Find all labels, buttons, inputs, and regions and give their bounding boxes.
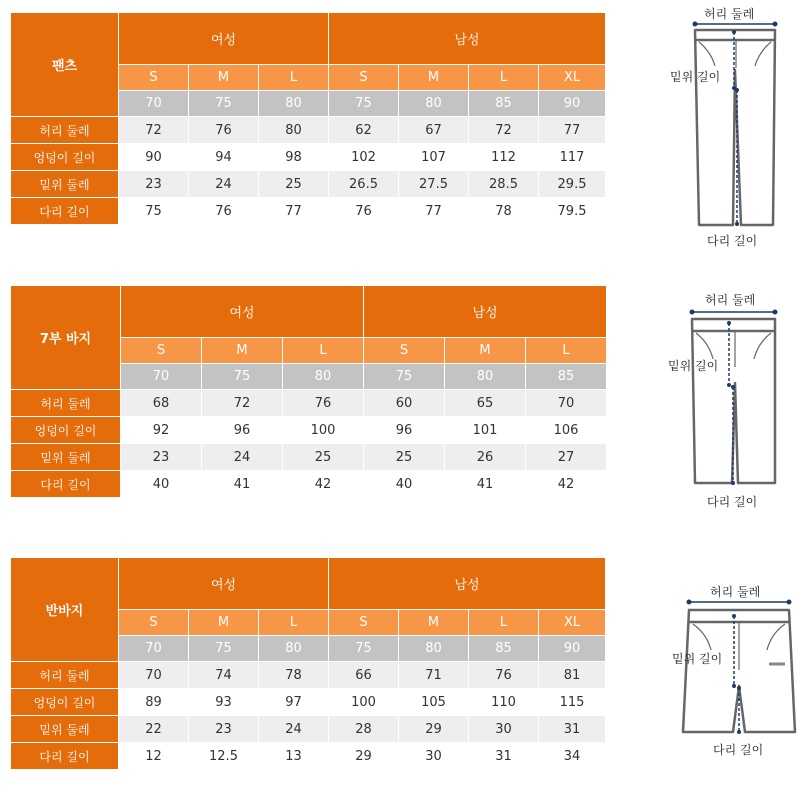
leg-label: 다리 길이: [707, 234, 758, 248]
cell: 100: [283, 417, 364, 444]
table-row: [11, 417, 607, 444]
cell: 28.5: [469, 171, 539, 198]
cell: 77: [259, 198, 329, 225]
size-label: S: [121, 338, 202, 364]
cell: 97: [259, 689, 329, 716]
cell: 70: [526, 390, 607, 417]
waist-label: 허리 둘레: [704, 7, 755, 21]
cell: 27: [526, 444, 607, 471]
size-number: 70: [121, 364, 202, 390]
table-row: [11, 390, 607, 417]
table-row: [11, 689, 606, 716]
pants-diagram: [655, 0, 800, 260]
size-label: M: [189, 610, 259, 636]
row-label: 엉덩이 길이: [11, 417, 121, 444]
table-row: [11, 171, 606, 198]
cell: 107: [399, 144, 469, 171]
cell: 29: [329, 743, 399, 770]
cell: 41: [202, 471, 283, 498]
cell: 102: [329, 144, 399, 171]
cell: 93: [189, 689, 259, 716]
size-number: 90: [539, 91, 606, 117]
size-number: 75: [364, 364, 445, 390]
size-label: S: [119, 65, 189, 91]
cell: 42: [526, 471, 607, 498]
size-label: M: [202, 338, 283, 364]
table-row: [11, 662, 606, 689]
cell: 42: [283, 471, 364, 498]
cell: 12.5: [189, 743, 259, 770]
cell: 13: [259, 743, 329, 770]
row-label: 밑위 둘레: [11, 171, 119, 198]
rise-label: 밑위 길이: [668, 359, 719, 373]
cell: 78: [469, 198, 539, 225]
group-women: 여성: [119, 13, 329, 65]
size-label: L: [259, 610, 329, 636]
cell: 60: [364, 390, 445, 417]
size-number: 80: [259, 91, 329, 117]
cell: 89: [119, 689, 189, 716]
size-label: L: [526, 338, 607, 364]
cell: 68: [121, 390, 202, 417]
size-number: 80: [445, 364, 526, 390]
row-label: 허리 둘레: [11, 390, 121, 417]
size-label: M: [189, 65, 259, 91]
cell: 31: [539, 716, 606, 743]
cell: 72: [119, 117, 189, 144]
row-label: 다리 길이: [11, 471, 121, 498]
size-label: S: [119, 610, 189, 636]
cell: 106: [526, 417, 607, 444]
table-row: [11, 444, 607, 471]
size-label: L: [469, 610, 539, 636]
cell: 72: [469, 117, 539, 144]
pants-size-table: [10, 12, 606, 225]
size-number: 75: [202, 364, 283, 390]
cell: 23: [189, 716, 259, 743]
cell: 12: [119, 743, 189, 770]
size-number: 90: [539, 636, 606, 662]
size-number: 85: [469, 636, 539, 662]
cell: 74: [189, 662, 259, 689]
size-number: 70: [119, 636, 189, 662]
table-row: [11, 117, 606, 144]
size-label: L: [283, 338, 364, 364]
cell: 24: [259, 716, 329, 743]
cell: 112: [469, 144, 539, 171]
cell: 24: [189, 171, 259, 198]
size-number: 80: [259, 636, 329, 662]
table-row: [11, 716, 606, 743]
size-label: M: [399, 610, 469, 636]
cell: 77: [399, 198, 469, 225]
size-number: 80: [283, 364, 364, 390]
cell: 96: [364, 417, 445, 444]
cell: 79.5: [539, 198, 606, 225]
group-men: 남성: [329, 13, 606, 65]
size-number: 80: [399, 91, 469, 117]
table-row: [11, 471, 607, 498]
table-row: [11, 743, 606, 770]
group-women: 여성: [119, 558, 329, 610]
row-label: 밑위 둘레: [11, 716, 119, 743]
cell: 76: [283, 390, 364, 417]
waist-label: 허리 둘레: [705, 293, 756, 307]
row-label: 다리 길이: [11, 198, 119, 225]
cell: 22: [119, 716, 189, 743]
row-label: 밑위 둘레: [11, 444, 121, 471]
size-label: L: [259, 65, 329, 91]
group-women: 여성: [121, 286, 364, 338]
cell: 30: [399, 743, 469, 770]
shorts-diagram: [655, 580, 800, 780]
cell: 28: [329, 716, 399, 743]
cell: 34: [539, 743, 606, 770]
shorts-size-table: [10, 557, 606, 770]
cell: 41: [445, 471, 526, 498]
row-label: 허리 둘레: [11, 662, 119, 689]
row-label: 엉덩이 길이: [11, 689, 119, 716]
size-number: 75: [189, 636, 259, 662]
cell: 90: [119, 144, 189, 171]
cell: 25: [259, 171, 329, 198]
pants-illustration: [655, 0, 800, 260]
cell: 98: [259, 144, 329, 171]
size-label: XL: [539, 65, 606, 91]
rise-label: 밑위 길이: [670, 70, 721, 84]
table-title: 팬츠: [11, 13, 119, 117]
cell: 100: [329, 689, 399, 716]
group-men: 남성: [364, 286, 607, 338]
cell: 31: [469, 743, 539, 770]
capri-size-table: [10, 285, 607, 498]
cell: 27.5: [399, 171, 469, 198]
cell: 40: [121, 471, 202, 498]
size-number: 70: [119, 91, 189, 117]
cell: 101: [445, 417, 526, 444]
row-label: 엉덩이 길이: [11, 144, 119, 171]
cell: 76: [189, 198, 259, 225]
cell: 105: [399, 689, 469, 716]
group-men: 남성: [329, 558, 606, 610]
cell: 23: [121, 444, 202, 471]
table-row: [11, 198, 606, 225]
table-title: 7부 바지: [11, 286, 121, 390]
cell: 77: [539, 117, 606, 144]
cell: 62: [329, 117, 399, 144]
size-label: L: [469, 65, 539, 91]
cell: 78: [259, 662, 329, 689]
table-row: [11, 144, 606, 171]
cell: 71: [399, 662, 469, 689]
cell: 26.5: [329, 171, 399, 198]
size-label: XL: [539, 610, 606, 636]
size-label: M: [399, 65, 469, 91]
cell: 92: [121, 417, 202, 444]
cell: 25: [364, 444, 445, 471]
cell: 25: [283, 444, 364, 471]
cell: 23: [119, 171, 189, 198]
size-label: M: [445, 338, 526, 364]
cell: 29.5: [539, 171, 606, 198]
size-number: 75: [189, 91, 259, 117]
size-number: 75: [329, 91, 399, 117]
row-label: 허리 둘레: [11, 117, 119, 144]
cell: 30: [469, 716, 539, 743]
cell: 66: [329, 662, 399, 689]
cell: 67: [399, 117, 469, 144]
cell: 24: [202, 444, 283, 471]
cell: 80: [259, 117, 329, 144]
cell: 75: [119, 198, 189, 225]
size-label: S: [329, 65, 399, 91]
waist-label: 허리 둘레: [710, 585, 761, 599]
rise-label: 밑위 길이: [672, 652, 723, 666]
cell: 110: [469, 689, 539, 716]
size-number: 80: [399, 636, 469, 662]
cell: 76: [329, 198, 399, 225]
table-title: 반바지: [11, 558, 119, 662]
cell: 76: [189, 117, 259, 144]
cell: 40: [364, 471, 445, 498]
row-label: 다리 길이: [11, 743, 119, 770]
cell: 26: [445, 444, 526, 471]
cell: 117: [539, 144, 606, 171]
cell: 115: [539, 689, 606, 716]
cell: 94: [189, 144, 259, 171]
leg-label: 다리 길이: [707, 495, 758, 509]
capri-diagram: [655, 285, 800, 515]
capri-illustration: [655, 285, 800, 515]
size-number: 85: [526, 364, 607, 390]
size-number: 75: [329, 636, 399, 662]
leg-label: 다리 길이: [713, 743, 764, 757]
size-number: 85: [469, 91, 539, 117]
cell: 29: [399, 716, 469, 743]
cell: 65: [445, 390, 526, 417]
size-label: S: [329, 610, 399, 636]
cell: 81: [539, 662, 606, 689]
size-label: S: [364, 338, 445, 364]
cell: 72: [202, 390, 283, 417]
cell: 96: [202, 417, 283, 444]
cell: 70: [119, 662, 189, 689]
cell: 76: [469, 662, 539, 689]
